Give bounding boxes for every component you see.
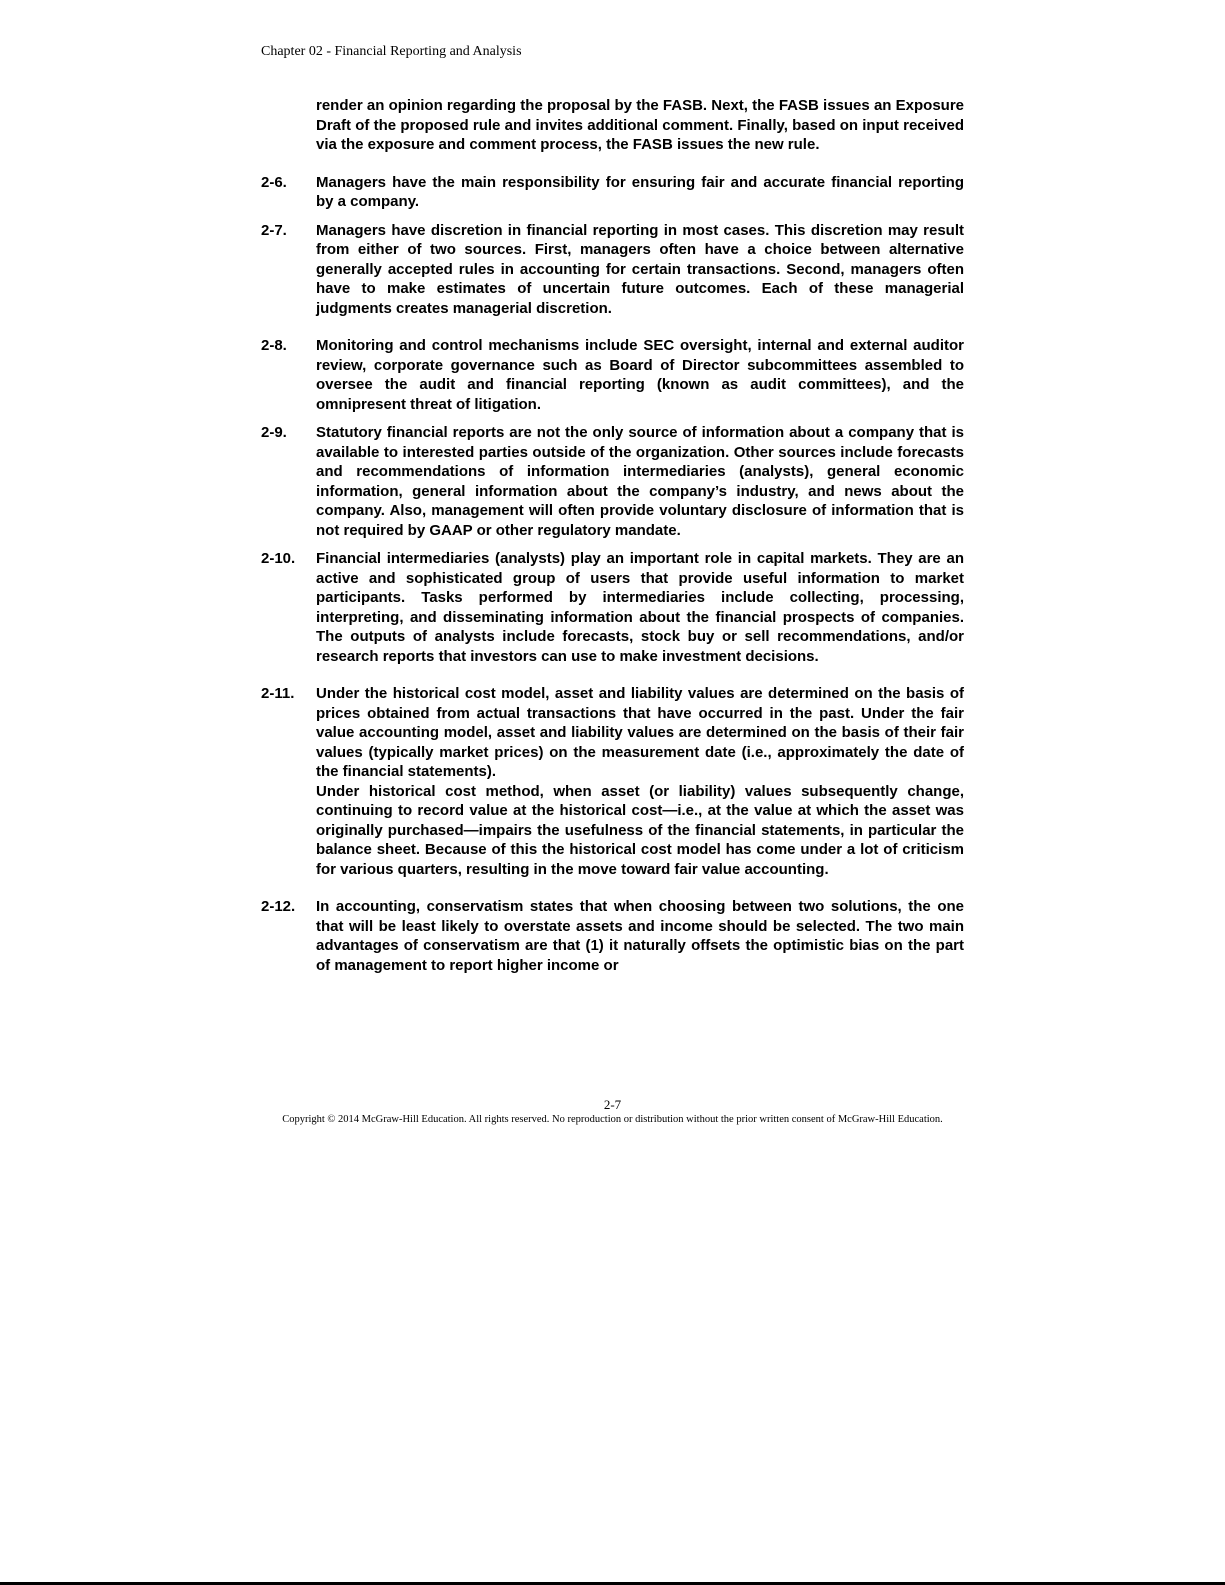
page-number: 2-7 (603, 1097, 622, 1112)
item-number: 2-11. (261, 685, 295, 702)
item-number: 2-8. (261, 337, 287, 354)
copyright-notice: Copyright © 2014 McGraw-Hill Education. All rights reserved. No reproduction or distribution without the prior written consent of McGraw-Hill Education. (282, 1114, 943, 1125)
document-body (261, 96, 964, 975)
running-header: Chapter 02 - Financial Reporting and Analysis (261, 44, 522, 59)
answer-2-11 (261, 684, 964, 879)
item-number: 2-6. (261, 173, 287, 191)
paragraph-text: Monitoring and control mechanisms include SEC oversight, internal and external auditor review, corporate governance such as Board of Director subcommittees assembled to oversee the audit and financial reporting (known as audit committees), and the omnipresent threat of litigation. (316, 337, 964, 413)
continuation-paragraph (261, 96, 964, 155)
paragraph-text: Managers have discretion in financial reporting in most cases. This discretion may result from either of two sources. First, managers often have a choice between alternative generally accepted rules in accounting for certain transactions. Second, managers often have to make estimates of uncertain future outcomes. Each of these managerial judgments creates managerial discretion. (316, 221, 964, 317)
paragraph-text: Under historical cost method, when asset (or liability) values subsequently change, continuing to record value at the historical cost—i.e., at the value at which the asset was originally purchased—impairs the usefulness of the financial statements, in particular the balance sheet. Because of this the historical cost model has come under a lot of criticism for various quarters, resulting in the move toward fair value accounting. (316, 782, 964, 878)
answer-2-10 (261, 549, 964, 666)
answer-2-8 (261, 336, 964, 414)
answer-2-6 (261, 173, 964, 212)
item-number: 2-9. (261, 424, 287, 441)
paragraph-text: Under the historical cost model, asset and liability values are determined on the basis of prices obtained from actual transactions that have occurred in the past. Under the fair value accounting model, asset and liability values are determined on the basis of their fair values (typically market prices) on the measurement date (i.e., approximately the date of the financial statements). (316, 685, 964, 780)
page-footer (261, 1097, 964, 1126)
item-number: 2-10. (261, 550, 296, 567)
answer-2-12 (261, 897, 964, 975)
paragraph-text: render an opinion regarding the proposal by the FASB. Next, the FASB issues an Exposure Draft of the proposed rule and invites additional comment. Finally, based on input received via the exposure and comment process, the FASB issues the new rule. (316, 97, 964, 153)
answer-2-7 (261, 221, 964, 319)
item-number: 2-12. (261, 898, 296, 915)
item-number: 2-7. (261, 221, 287, 239)
paragraph-text: Statutory financial reports are not the only source of information about a company that is available to interested parties outside of the organization. Other sources include forecasts and recommendations of information intermediaries (analysts), general economic information, general information about the company’s industry, and news about the company. Also, management will often provide voluntary disclosure of information that is not required by GAAP or other regulatory mandate. (316, 424, 964, 539)
answer-2-9 (261, 423, 964, 540)
paragraph-text: Managers have the main responsibility for ensuring fair and accurate financial reporting by a company. (316, 173, 964, 210)
paragraph-text: Financial intermediaries (analysts) play an important role in capital markets. They are an active and sophisticated group of users that provide useful information to market participants. Tasks performed by intermediaries include collecting, processing, interpreting, and disseminating information about the financial prospects of companies. The outputs of analysts include forecasts, stock buy or sell recommendations, and/or research reports that investors can use to make investment decisions. (316, 550, 964, 665)
paragraph-text: In accounting, conservatism states that when choosing between two solutions, the one that will be least likely to overstate assets and income should be selected. The two main advantages of conservatism are that (1) it naturally offsets the optimistic bias on the part of management to report higher income or (316, 898, 964, 974)
